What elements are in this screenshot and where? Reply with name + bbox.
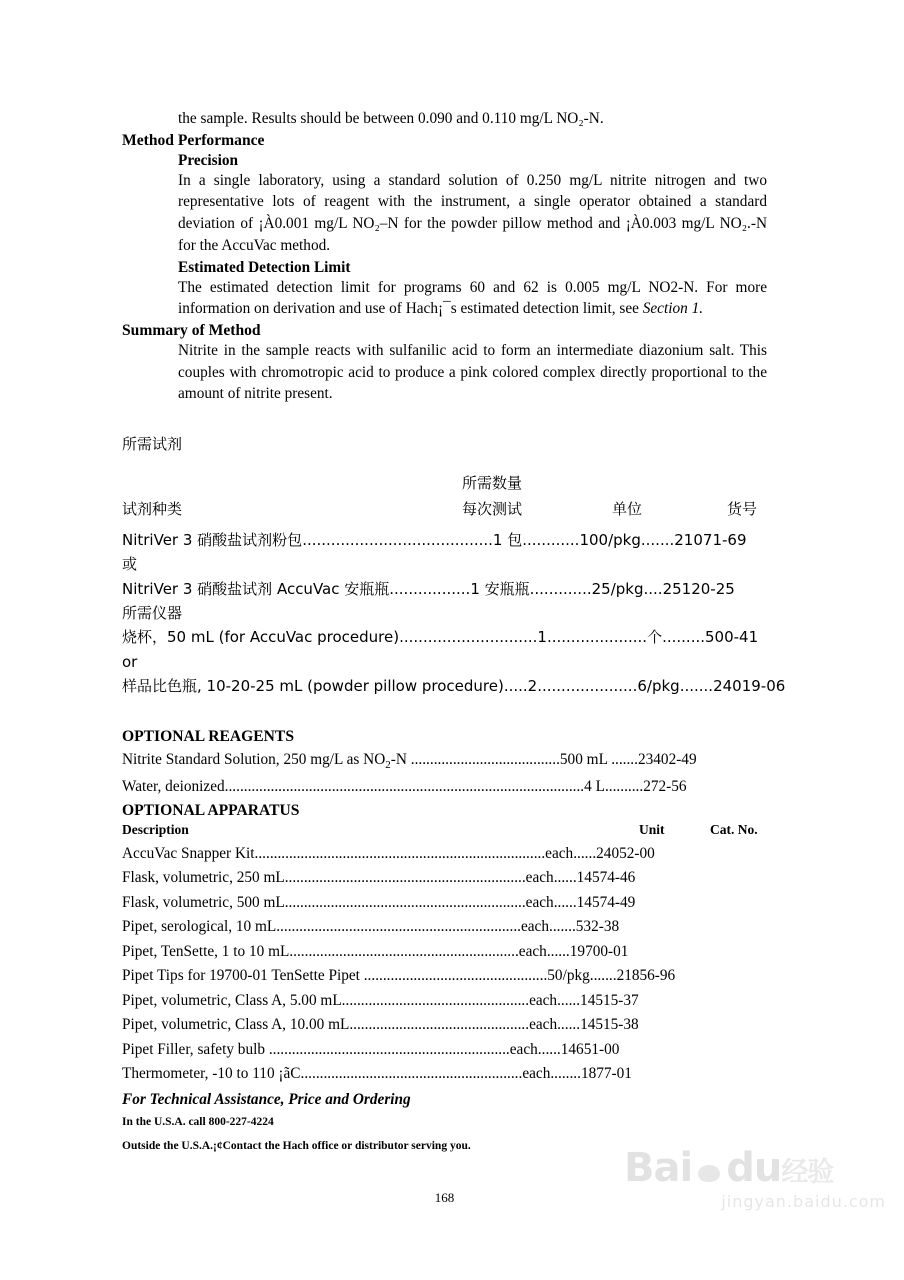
row-dots: ................................................................ [276,918,521,936]
apparatus-unit: 50/pkg [547,967,590,985]
apparatus-dots3: ......... [662,628,706,647]
reagent-table-header [122,498,767,528]
optional-reagent-unit: 500 mL [559,751,612,769]
reagent-dots: ................. [389,579,471,598]
heading-precision: Precision [178,151,239,169]
apparatus-cat: 500-41 [705,628,759,647]
apparatus-description: Pipet Filler, safety bulb [122,1040,269,1058]
edl-section-ref: Section 1. [642,300,704,318]
row-dots2: ........ [550,1065,581,1083]
apparatus-dots: ............................. [399,628,538,647]
row-dots: ............................................................ [289,942,519,960]
table-row [122,1062,767,1086]
apparatus-unit: each [529,991,558,1009]
reagent-name: NitriVer 3 硝酸盐试剂粉包 [122,531,303,550]
edl-paragraph [178,277,767,320]
optional-reagent-dots2: ....... [611,751,638,769]
paw-icon [692,1153,726,1187]
apparatus-cat: 14574-46 [576,869,636,887]
apparatus-description: Pipet, volumetric, Class A, 5.00 mL [122,991,342,1009]
optional-reagent-name: Water, deionized [122,778,225,796]
apparatus-title-cn: 所需仪器 [122,604,183,623]
apparatus-description: Pipet, serological, 10 mL [122,918,277,936]
apparatus-description: Pipet, TenSette, 1 to 10 mL [122,942,290,960]
apparatus-cat: 532-38 [575,918,620,936]
watermark-url: jingyan.baidu.com [721,1192,886,1211]
table-row [122,866,767,890]
precision-paragraph [178,170,767,257]
apparatus-dots2: ..................... [546,628,648,647]
apparatus-unit: each [529,1016,558,1034]
row-dots: ............................................................... [284,893,526,911]
row-dots: ............................................................................ [254,844,546,862]
apparatus-unit: 个 [647,628,663,647]
row-dots: ............................................................... [284,869,526,887]
col-unit: Unit [639,821,665,837]
apparatus-cat: 21856-96 [616,967,676,985]
reagent-name: NitriVer 3 硝酸盐试剂 AccuVac 安瓶瓶 [122,579,390,598]
col-cat-no: Cat. No. [710,821,758,837]
row-dots2: ...... [537,1040,561,1058]
table-row [122,891,767,915]
apparatus-description: Flask, volumetric, 250 mL [122,869,285,887]
apparatus-row [122,674,786,698]
apparatus-unit: each [525,869,554,887]
reagent-unit: 25/pkg [591,579,644,598]
watermark-brand-cn: 经验 [781,1157,834,1188]
apparatus-cat: 24019-06 [713,676,786,695]
apparatus-dots3: ....... [679,676,714,695]
optional-reagent-dots2: .......... [604,778,644,796]
reagent-cat: 21071-69 [674,531,747,550]
watermark-brand-part1: Bai [624,1145,693,1191]
row-dots: ................................................ [363,967,548,985]
table-row [122,1013,767,1037]
optional-reagent-name: Nitrite Standard Solution, 250 mg/L as NO [122,751,386,769]
reagent-qty: 1 包 [492,531,523,550]
apparatus-cat: 14515-37 [580,991,639,1009]
reagents-title: 所需试剂 [122,435,183,454]
optional-reagent-name-post: -N [390,751,411,769]
page-number: 168 [434,1190,455,1205]
heading-method-performance: Method Performance [122,131,265,149]
reagent-dots2: ............ [522,531,580,550]
chinese-reagents-block [122,433,786,698]
heading-estimated-detection-limit: Estimated Detection Limit [178,258,351,276]
apparatus-qty: 2 [527,676,538,695]
row-dots2: ...... [573,844,597,862]
reagent-dots3: .... [643,579,663,598]
reagent-dots: ........................................ [302,531,493,550]
apparatus-name: 烧杯，50 mL (for AccuVac procedure) [122,628,400,647]
apparatus-unit: each [509,1040,538,1058]
col-per-test: 每次测试 [462,500,523,519]
reagent-unit: 100/pkg [579,531,641,550]
row-dots2: ...... [553,893,577,911]
edl-text: The estimated detection limit for programs 60 and 62 is 0.005 mg/L NO2-N. For more information on derivation and use of Hach¡¯s estimated detection limit, see [178,278,767,318]
reagent-qty: 1 安瓶瓶 [470,579,530,598]
apparatus-table-header [122,820,767,842]
row-dots2: ...... [557,991,581,1009]
qty-header-row [122,472,767,498]
optional-reagent-row [122,748,767,775]
apparatus-description: Pipet, volumetric, Class A, 10.00 mL [122,1016,350,1034]
table-row [122,989,767,1013]
apparatus-table [122,842,767,1087]
technical-assistance-heading: For Technical Assistance, Price and Ordering [122,1090,411,1108]
baidu-watermark [624,1145,886,1228]
reagent-dots3: ....... [640,531,675,550]
apparatus-cat: 24052-00 [596,844,655,862]
apparatus-description: AccuVac Snapper Kit [122,844,255,862]
reagent-dots2: ............. [529,579,592,598]
apparatus-cat: 14515-38 [580,1016,639,1034]
apparatus-cat: 1877-01 [580,1065,632,1083]
top-paragraph [178,108,767,130]
apparatus-cat: 14574-49 [576,893,636,911]
apparatus-unit: each [520,918,549,936]
row-dots2: ...... [546,942,570,960]
heading-optional-apparatus: OPTIONAL APPARATUS [122,801,300,819]
heading-optional-reagents: OPTIONAL REAGENTS [122,728,295,746]
row-dots2: ....... [589,967,617,985]
table-row [122,842,767,866]
summary-text: Nitrite in the sample reacts with sulfanilic acid to form an intermediate diazonium salt. This couples with chromotropic acid to produce a pink colored complex directly proportional to the amount of nitrite present. [178,342,767,403]
apparatus-or-en: or [122,652,138,671]
watermark-brand [624,1145,886,1191]
apparatus-description: Thermometer, -10 to 110 ¡ãC [122,1065,301,1083]
reagent-cat: 25120-25 [662,579,735,598]
apparatus-unit: each [522,1065,551,1083]
apparatus-description: Flask, volumetric, 500 mL [122,893,285,911]
row-dots2: ...... [557,1016,581,1034]
summary-paragraph [178,340,767,405]
row-dots2: ...... [553,869,577,887]
apparatus-qty: 1 [537,628,547,647]
apparatus-dots: ..... [503,676,528,695]
optional-reagent-unit: 4 L [584,778,605,796]
row-dots: .......................................................... [300,1065,523,1083]
reagent-or-cn: 或 [122,555,138,574]
col-cat: 货号 [727,500,758,519]
table-row [122,1038,767,1062]
watermark-brand-part2: du [726,1145,782,1191]
precision-text: In a single laboratory, using a standard solution of 0.250 mg/L nitrite nitrogen and two representative lots of reagent with the instrument, a single operator obtained a standard deviation of ¡À0.001 mg/L NO₂–N for the powder pillow method and ¡À0.003 mg/L NO₂.-N for the AccuVac method. [178,171,767,254]
optional-reagent-cat: 272-56 [643,778,687,796]
apparatus-row [122,625,767,649]
apparatus-cat: 19700-01 [569,942,629,960]
table-row [122,915,767,939]
row-dots2: ....... [549,918,576,936]
apparatus-description: Pipet Tips for 19700-01 TenSette Pipet [122,967,364,985]
apparatus-name: 样品比色瓶, 10-20-25 mL (powder pillow procedure) [122,676,504,695]
reagent-row [122,577,767,601]
optional-reagent-cat: 23402-49 [637,751,697,769]
optional-reagent-row [122,775,767,800]
usa-contact-line: In the U.S.A. call 800-227-4224 [122,1115,274,1128]
table-row [122,940,767,964]
qty-header: 所需数量 [462,474,523,493]
outside-usa-contact-line: Outside the U.S.A.¡¢Contact the Hach office or distributor serving you. [122,1139,471,1152]
apparatus-unit: each [518,942,547,960]
row-dots: ............................................................... [268,1040,510,1058]
optional-reagent-dots: .............................................................................................. [224,778,585,796]
top-paragraph-text: the sample. Results should be between 0.090 and 0.110 mg/L NO₂-N. [178,110,604,127]
apparatus-unit: each [545,844,574,862]
row-dots: ............................................... [349,1016,530,1034]
optional-reagent-dots: ....................................... [410,751,560,769]
col-kind: 试剂种类 [122,500,183,519]
apparatus-cat: 14651-00 [560,1040,620,1058]
table-row [122,964,767,988]
col-description: Description [122,821,189,837]
optional-reagent-subscript: 2 [385,759,391,772]
apparatus-unit: 6/pkg [637,676,680,695]
row-dots: ................................................. [341,991,530,1009]
reagent-row [122,528,767,552]
col-unit: 单位 [612,500,643,519]
apparatus-unit: each [525,893,554,911]
heading-summary-of-method: Summary of Method [122,322,261,340]
apparatus-dots2: ..................... [537,676,638,695]
